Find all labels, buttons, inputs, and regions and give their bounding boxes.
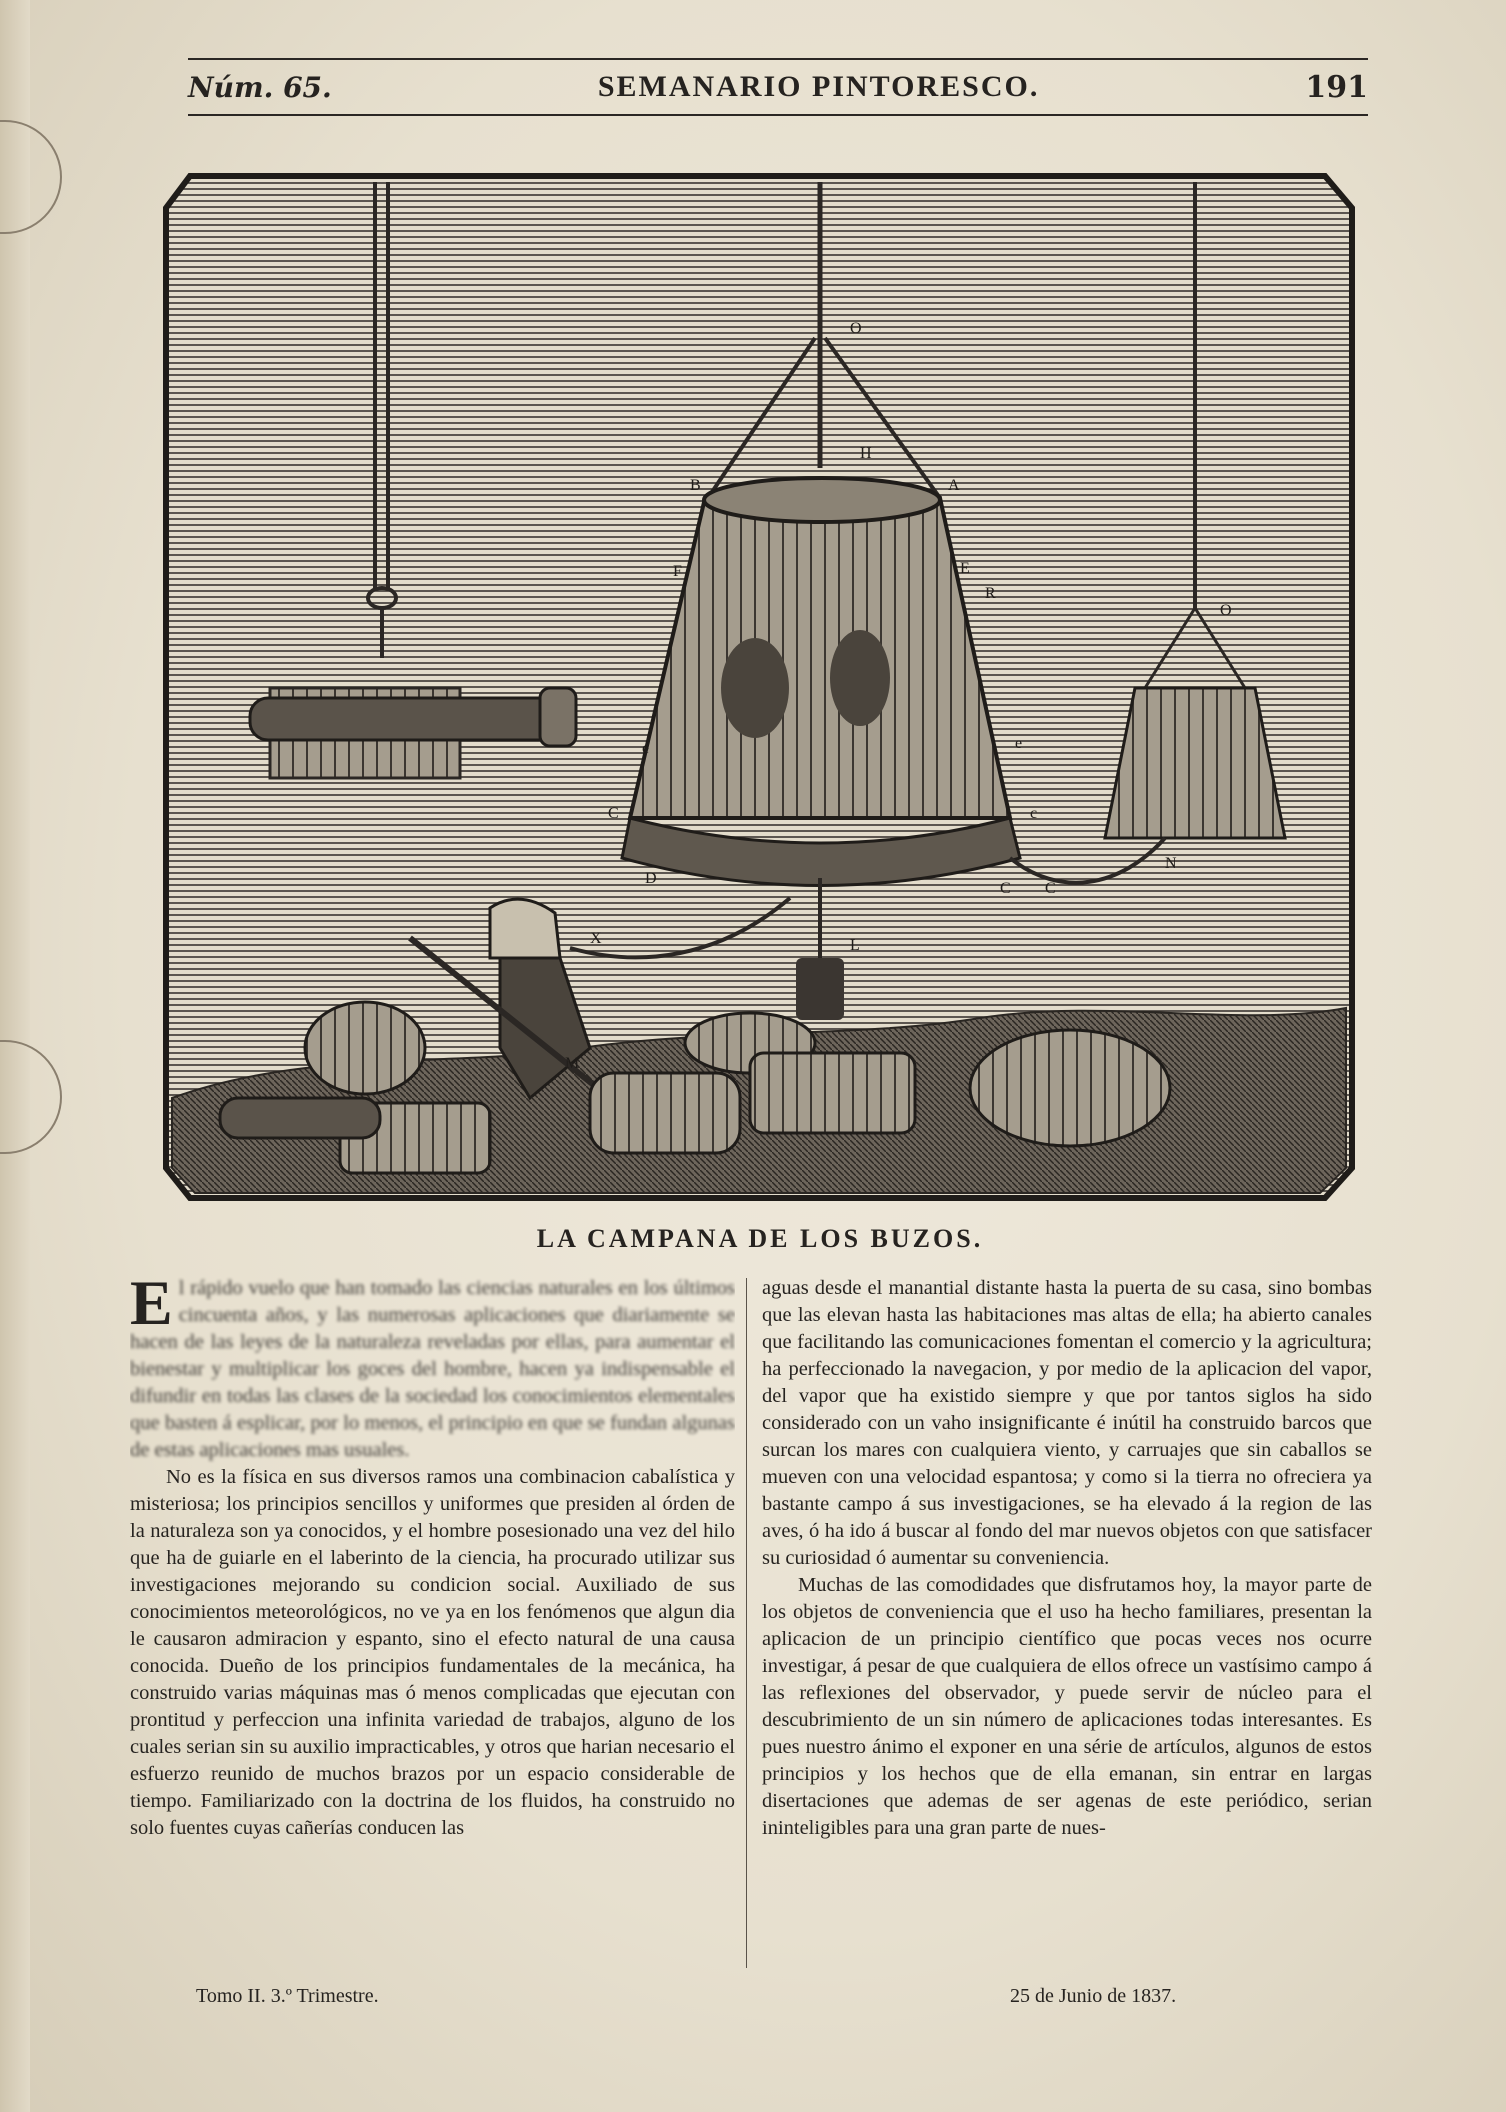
label-r: R: [985, 585, 996, 602]
label-e-upper: E: [960, 560, 970, 577]
diving-bell-engraving: [160, 168, 1360, 1206]
label-o-right: O: [1220, 602, 1232, 619]
drop-cap: E: [130, 1275, 173, 1338]
article-column-right: [762, 1275, 1372, 1975]
issue-number: Núm. 65.: [188, 70, 332, 104]
label-a: A: [948, 477, 960, 494]
label-l: L: [850, 937, 860, 954]
label-e-right: e: [1015, 735, 1023, 752]
label-x: X: [590, 930, 602, 947]
paragraph: l rápido vuelo que han tomado las ciencias naturales en los últimos cincuenta años, y las numerosas aplicaciones que diariamente se hacen de las leyes de la naturaleza reveladas por ellas, para aumentar el bienestar y multiplicar los goces del hombre, hacen ya indispensable el difundir en todas las clases de la sociedad los conocimientos elementales que basten á esplicar, por lo menos, el principio en que se fundan algunas de estas aplicaciones mas usuales.: [130, 1277, 735, 1461]
label-m: M: [565, 1055, 580, 1072]
publication-title: SEMANARIO PINTORESCO.: [597, 70, 1040, 103]
label-c-bottom-2: C: [1045, 880, 1056, 897]
engraving-caption: LA CAMPANA DE LOS BUZOS.: [536, 1224, 984, 1253]
paragraph: aguas desde el manantial distante hasta la puerta de su casa, sino bombas que las elevan hasta las habitaciones mas altas de ella; ha abierto canales que facilitando las comunicaciones fomentan el comercio y la agricultura; ha perfeccionado la navegacion, y por medio de la aplicacion del vapor, del vapor que ha existido siempre y que por tantos siglos ha sido considerado con un vaho insignificante é inútil ha construido barcos que surcan los mares con cualquiera viento, y carruajes que sin caballos se mueven con una velocidad espantosa; y como si la tierra no ofreciera ya bastante campo á sus investigaciones, se ha elevado á la region de las aves, ó ha ido á buscar al fondo del mar nuevos objetos con que satisfacer su curiosidad ó aumentar su conveniencia.: [762, 1277, 1372, 1569]
floor-barrel: [970, 1030, 1170, 1146]
binding-thread: [0, 120, 62, 234]
air-barrel: [1105, 688, 1285, 838]
page-header: [188, 58, 1368, 116]
label-c-right: c: [1030, 805, 1038, 822]
floor-cannon: [220, 1098, 380, 1138]
page-number: 191: [1305, 69, 1368, 105]
label-b: B: [690, 477, 701, 494]
bell-weight: [796, 958, 844, 1020]
label-n: N: [1165, 855, 1177, 872]
column-divider: [746, 1278, 747, 1968]
label-o: O: [850, 320, 862, 337]
label-h: H: [860, 445, 872, 462]
issue-date: 25 de Junio de 1837.: [1010, 1985, 1177, 2007]
paragraph: Muchas de las comodidades que disfrutamos hoy, la mayor parte de los objetos de conveniencia que el uso ha hecho familiares, presentan la aplicacion de un principio científico que pocas veces nos ocurre investigar, á pesar de que cualquiera de ellos ofrece un vastísimo campo á las reflexiones del observador, y puede servir de núcleo para el descubrimiento de un sin número de aplicaciones todas interesantes. Es pues nuestro ánimo el exponer en una série de artículos, algunos de estos principios y los hechos que de ella emanan, sin entrar en largas disertaciones que ademas de ser agenas de este periódico, serian ininteligibles para una gran parte de nues-: [762, 1574, 1372, 1839]
binding-thread: [0, 1040, 62, 1154]
paragraph: No es la física en sus diversos ramos una combinacion cabalística y misteriosa; los principios sencillos y uniformes que presiden al órden de la naturaleza son ya conocidos, y el hombre posesionado una vez del hilo que ha de guiarle en el laberinto de la ciencia, ha procurado utilizar sus investigaciones mejorando su condicion social. Auxiliado de sus conocimientos meteorológicos, no ve ya en los fenómenos que algun dia le causaron admiracion y espanto, sino el efecto natural de una causa conocida. Dueño de los principios fundamentales de la mecánica, ha construido varias máquinas mas ó menos complicadas que ejecutan con prontitud y perfeccion una infinita variedad de trabajos, alguno de los cuales serian sin su auxilio impracticables, y otros que harian necesario el esfuerzo reunido de muchos brazos por un espacio considerable de tiempo. Familiarizado con la doctrina de los fluidos, ha construido no solo fuentes cuyas cañerías conducen las: [130, 1466, 735, 1839]
floor-barrel: [305, 1002, 425, 1094]
cannon: [250, 698, 560, 740]
label-c-bottom: C: [1000, 880, 1011, 897]
volume-note: Tomo II. 3.º Trimestre.: [196, 1985, 379, 2007]
diver-helmet: [490, 899, 560, 958]
label-e-left: e: [642, 740, 650, 757]
article-column-left: [130, 1275, 735, 1975]
label-f: F: [673, 563, 682, 580]
label-c-left: C: [608, 805, 619, 822]
label-d: D: [645, 870, 657, 887]
